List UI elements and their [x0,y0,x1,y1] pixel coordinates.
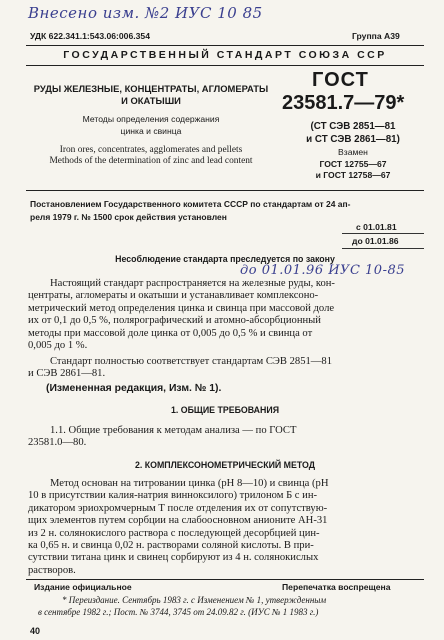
amendment-note: (Измененная редакция, Изм. № 1). [46,383,222,394]
intro-line-4: их от 0,1 до 0,5 %, полярографический и атомно-абсорбционный [28,315,321,327]
section-2-line-7: сутствии титана цинк и свинец сорбируют из 4 н. солянокислых [28,552,319,564]
section-1-body [28,425,418,450]
section-2-line-5: из 2 н. солянокислого раствора с последующей десорбцией цин- [28,527,320,539]
validity-divider [342,233,424,234]
header-rule-bottom [26,65,424,66]
gost-label: ГОСТ [312,69,369,91]
title-line-2: И ОКАТЫШИ [121,95,181,106]
intro-line-5: методы при массовой доле цинка от 0,005 до 0,5 % и свинца от [28,327,313,339]
reissue-footnote [28,595,422,618]
state-standard-banner: ГОСУДАРСТВЕННЫЙ СТАНДАРТ СОЮЗА ССР [63,49,387,61]
st-sev-line-2: и СТ СЭВ 2861—81) [306,133,400,145]
section-2-line-4: щих элементов путем сорбции на слабоосновном анионите АН-31 [28,515,328,527]
decree-line-2: реля 1979 г. № 1500 срок действия установлен [30,211,227,222]
compat-line-2: и СЭВ 2861—81. [28,368,106,380]
gost-number: 23581.7—79* [282,92,405,114]
footnote-line-1: * Переиздание. Сентябрь 1983 г. с Изменением № 1, утвержденным [62,595,327,605]
validity-from: с 01.01.81 [356,222,397,232]
english-title-line-1: Iron ores, concentrates, agglomerates and pellets [59,145,243,155]
footer-rule [26,579,424,580]
section-1-line-1: 1.1. Общие требования к методам анализа — по ГОСТ [50,425,297,436]
st-sev-line-1: (СТ СЭВ 2851—81 [310,121,396,132]
replaced-standard-2: и ГОСТ 12758—67 [315,170,391,180]
intro-line-1: Настоящий стандарт распространяется на железные руды, кон- [50,278,335,289]
section-1-heading: 1. ОБЩИЕ ТРЕБОВАНИЯ [170,405,280,415]
handwritten-note-top: Внесено изм. №2 ИУС 10 85 [28,4,263,22]
official-edition: Издание официальное [34,582,132,592]
replaced-standard-1: ГОСТ 12755—67 [319,158,387,169]
udk-code: УДК 622.341.1:543.06:006.354 [30,31,150,41]
section-1-line-2: 23581.0—80. [28,437,87,449]
subtitle-line-2: цинка и свинца [120,126,182,136]
intro-line-6: 0,005 до 1 %. [28,340,88,352]
page-number: 40 [30,626,41,636]
validity-to: до 01.01.86 [352,236,399,246]
intro-line-3: метрический метод определения цинка и свинца при массовой доле [28,302,335,314]
vzamen-label: Взамен [338,147,368,157]
document-title [26,83,276,107]
english-title-line-2: Methods of the determination of zinc and lead content [49,155,253,166]
handwritten-note-validity: до 01.01.96 ИУС 10-85 [240,263,406,278]
footnote-line-2: в сентябре 1982 г.; Пост. № 3744, 3745 от 24.09.82 г. (ИУС № 1 1983 г.) [38,606,319,617]
subtitle-line-1: Методы определения содержания [82,114,220,124]
compatibility-paragraph [28,356,418,381]
title-rule [26,190,424,191]
group-code: Группа А39 [352,31,400,41]
intro-paragraph [28,278,418,352]
compat-line-1: Стандарт полностью соответствует стандартам СЭВ 2851—81 [50,356,332,367]
legal-warning: Несоблюдение стандарта преследуется по закону [115,254,335,264]
english-title [26,145,276,166]
title-line-1: РУДЫ ЖЕЛЕЗНЫЕ, КОНЦЕНТРАТЫ, АГЛОМЕРАТЫ [33,83,269,94]
header-rule-top [26,45,424,46]
decree-text [30,198,424,223]
replaced-standards [282,147,424,182]
section-2-line-1: Метод основан на титровании цинка (рН 8—10) и свинца (рН [50,478,329,489]
section-2-heading: 2. КОМПЛЕКСОНОМЕТРИЧЕСКИЙ МЕТОД [134,460,316,470]
validity-divider-bottom [342,248,424,249]
intro-line-2: центраты, агломераты и окатыши и устанавливает комплексоно- [28,290,319,302]
section-2-body [28,478,418,577]
section-2-line-8: растворов. [28,564,76,576]
section-2-line-2: 10 в присутствии калия-натрия винноксилого) трилоном Б с ин- [28,490,318,502]
section-2-line-3: дикатором эриохромчерным Т после отделения их от сопутствую- [28,502,328,514]
decree-line-1: Постановлением Государственного комитета СССР по стандартам от 24 ап- [30,199,351,209]
section-2-line-6: ка 0,65 н. и свинца 0,02 н. растворами соляной кислоты. В при- [28,540,314,552]
st-sev-references [282,121,424,146]
reprint-prohibited: Перепечатка воспрещена [282,582,391,592]
document-subtitle [26,113,276,137]
